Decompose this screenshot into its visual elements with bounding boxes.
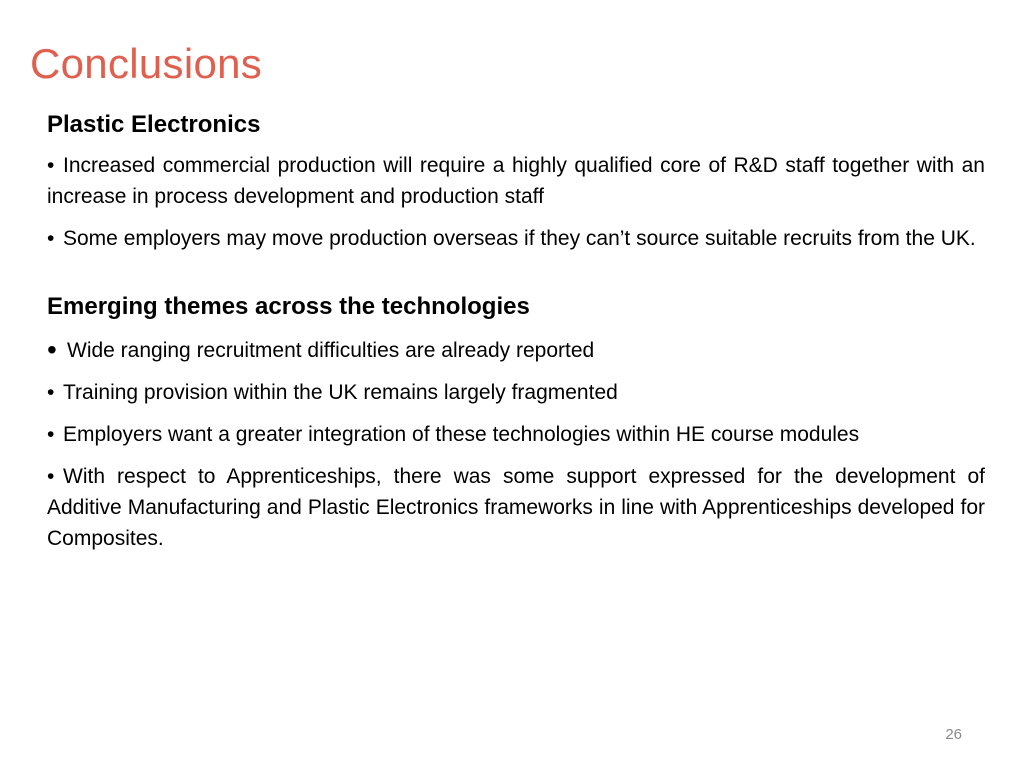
bullet-text: Wide ranging recruitment difficulties are already reported bbox=[67, 339, 595, 362]
bullet-item bbox=[47, 461, 985, 554]
section-heading-plastic-electronics: Plastic Electronics bbox=[47, 111, 261, 138]
bullet-item bbox=[47, 150, 985, 212]
bullet-icon: • bbox=[47, 381, 55, 404]
bullet-text: Increased commercial production will require a highly qualified core of R&D staff together with an increase in process development and production staff bbox=[47, 154, 985, 208]
page-number: 26 bbox=[945, 726, 962, 743]
bullet-item bbox=[47, 419, 985, 450]
section-heading-emerging-themes: Emerging themes across the technologies bbox=[47, 293, 530, 320]
bullet-icon: • bbox=[47, 334, 57, 365]
slide-content bbox=[47, 108, 985, 565]
bullet-icon: • bbox=[47, 465, 55, 488]
bullet-item bbox=[47, 377, 985, 408]
bullet-item bbox=[47, 223, 985, 254]
bullet-icon: • bbox=[47, 423, 55, 446]
bullet-text: Some employers may move production overseas if they can’t source suitable recruits from the UK. bbox=[63, 227, 976, 250]
bullet-text: With respect to Apprenticeships, there was some support expressed for the development of Additive Manufacturing and Plastic Electronics frameworks in line with Apprenticeships developed for Composites. bbox=[47, 465, 985, 550]
bullet-item bbox=[47, 334, 985, 366]
bullet-text: Training provision within the UK remains largely fragmented bbox=[63, 381, 618, 404]
bullet-icon: • bbox=[47, 154, 55, 177]
slide-title: Conclusions bbox=[30, 40, 263, 87]
bullet-text: Employers want a greater integration of these technologies within HE course modules bbox=[63, 423, 860, 446]
bullet-icon: • bbox=[47, 227, 55, 250]
